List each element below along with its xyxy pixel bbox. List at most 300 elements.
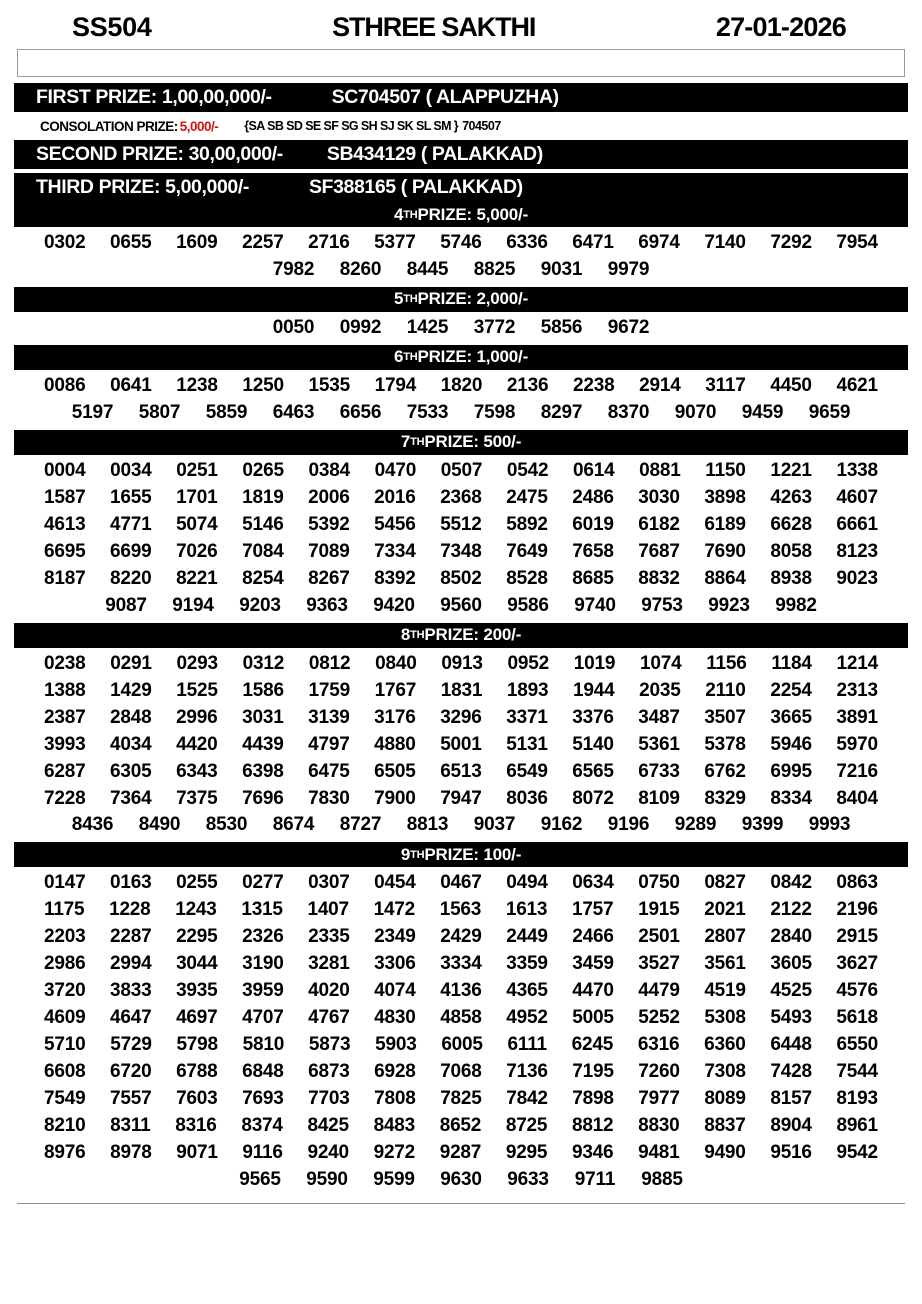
winning-number: 9272 (373, 1142, 416, 1164)
blank-notice-box (17, 49, 905, 77)
number-row (14, 400, 908, 427)
winning-number: 3720 (44, 980, 86, 1002)
number-row (14, 678, 908, 705)
prize-numbers-6 (14, 370, 908, 430)
winning-number: 8392 (374, 567, 416, 589)
winning-number: 0863 (836, 872, 878, 894)
winning-number: 9459 (741, 401, 784, 423)
winning-number: 6565 (572, 760, 614, 782)
winning-number: 1563 (439, 899, 482, 921)
winning-number: 0255 (176, 872, 218, 894)
winning-number: 2203 (44, 926, 86, 948)
winning-number: 1819 (242, 486, 284, 508)
prize-ordinal: 7 (400, 432, 411, 452)
number-row (14, 539, 908, 566)
first-prize-row (14, 83, 908, 112)
winning-number: 0291 (110, 652, 152, 674)
winning-number: 8978 (110, 1142, 152, 1164)
winning-number: 9031 (540, 258, 583, 280)
winning-number: 4767 (308, 1007, 350, 1029)
winning-number: 4034 (110, 733, 152, 755)
winning-number: 4576 (836, 980, 878, 1002)
winning-number: 6360 (704, 1034, 746, 1056)
winning-number: 4450 (770, 374, 812, 396)
winning-number: 3959 (242, 980, 284, 1002)
winning-number: 8220 (110, 567, 152, 589)
number-row (14, 924, 908, 951)
winning-number: 7216 (836, 760, 878, 782)
winning-number: 0812 (308, 652, 351, 674)
winning-number: 9586 (507, 594, 549, 616)
winning-number: 7703 (308, 1088, 350, 1110)
winning-number: 5140 (572, 733, 614, 755)
winning-number: 2326 (242, 926, 284, 948)
winning-number: 8528 (506, 567, 548, 589)
winning-number: 2122 (770, 899, 812, 921)
winning-number: 8297 (540, 401, 583, 423)
prize-ordinal: 6 (393, 347, 404, 367)
winning-number: 5378 (704, 733, 746, 755)
winning-number: 9711 (574, 1169, 616, 1191)
winning-number: 2807 (704, 926, 746, 948)
winning-number: 8674 (272, 814, 315, 836)
winning-number: 6628 (770, 513, 812, 535)
winning-number: 8436 (71, 814, 114, 836)
winning-number: 5873 (308, 1034, 351, 1056)
winning-number: 0507 (440, 459, 483, 481)
winning-number: 5493 (770, 1007, 812, 1029)
winning-number: 5892 (506, 513, 548, 535)
winning-number: 4609 (44, 1007, 86, 1029)
winning-number: 0251 (176, 459, 218, 481)
winning-number: 3935 (176, 980, 218, 1002)
winning-number: 7649 (506, 540, 548, 562)
winning-number: 5392 (308, 513, 350, 535)
winning-number: 7348 (440, 540, 482, 562)
winning-number: 8864 (704, 567, 746, 589)
winning-number: 9071 (176, 1142, 218, 1164)
winning-number: 2915 (836, 926, 878, 948)
winning-number: 4880 (374, 733, 416, 755)
winning-number: 0842 (770, 872, 812, 894)
winning-number: 0641 (110, 374, 152, 396)
winning-number: 6928 (374, 1061, 416, 1083)
winning-number: 4365 (506, 980, 548, 1002)
winning-number: 2716 (308, 232, 350, 253)
winning-number: 7136 (506, 1061, 548, 1083)
winning-number: 1586 (242, 679, 284, 701)
winning-number: 3371 (506, 706, 548, 728)
winning-number: 9659 (808, 401, 851, 423)
winning-number: 6448 (770, 1034, 812, 1056)
winning-number: 9560 (440, 594, 482, 616)
winning-number: 7808 (374, 1088, 416, 1110)
winning-number: 9203 (239, 594, 281, 616)
winning-number: 8832 (638, 567, 680, 589)
prize-section-8 (14, 623, 908, 843)
winning-number: 8938 (770, 567, 812, 589)
winning-number: 7687 (638, 540, 680, 562)
number-row (14, 951, 908, 978)
winning-number: 1893 (506, 679, 549, 701)
winning-number: 5456 (374, 513, 416, 535)
winning-number: 2449 (506, 926, 548, 948)
winning-number: 6550 (836, 1034, 878, 1056)
winning-number: 0494 (506, 872, 548, 894)
number-row (14, 1005, 908, 1032)
winning-number: 9295 (505, 1142, 548, 1164)
winning-number: 2996 (176, 706, 218, 728)
winning-number: 2035 (639, 679, 681, 701)
winning-number: 5146 (242, 513, 284, 535)
winning-number: 2986 (44, 953, 86, 975)
winning-number: 7830 (308, 787, 350, 809)
winning-number: 6245 (571, 1034, 614, 1056)
winning-number: 1767 (374, 679, 417, 701)
winning-number: 1156 (706, 652, 747, 674)
winning-number: 8652 (439, 1115, 482, 1137)
winning-number: 9481 (638, 1142, 680, 1164)
winning-number: 6848 (242, 1061, 284, 1083)
winning-number: 9420 (373, 594, 415, 616)
winning-number: 4647 (110, 1007, 152, 1029)
winning-number: 7658 (572, 540, 614, 562)
winning-number: 6475 (308, 760, 350, 782)
winning-number: 3993 (44, 733, 86, 755)
winning-number: 9633 (507, 1169, 549, 1191)
winning-number: 7557 (110, 1088, 152, 1110)
winning-number: 1915 (638, 899, 680, 921)
winning-number: 5005 (572, 1007, 614, 1029)
winning-number: 1759 (308, 679, 350, 701)
number-row (14, 870, 908, 897)
winning-number: 0034 (110, 459, 152, 481)
winning-number: 7696 (242, 787, 284, 809)
prize-section-5 (14, 287, 908, 345)
winning-number: 9346 (571, 1142, 614, 1164)
number-row (14, 897, 908, 924)
prize-heading-9: 9 TH PRIZE: 100/- (14, 842, 908, 867)
winning-number: 4613 (44, 513, 86, 535)
winning-number: 8812 (571, 1115, 614, 1137)
winning-number: 0614 (573, 459, 615, 481)
winning-number: 5001 (440, 733, 482, 755)
winning-number: 6111 (507, 1034, 547, 1056)
winning-number: 5308 (704, 1007, 746, 1029)
number-row (14, 315, 908, 342)
prize-heading-5: 5 TH PRIZE: 2,000/- (14, 287, 908, 312)
winning-number: 6762 (704, 760, 746, 782)
winning-number: 0293 (176, 652, 218, 674)
winning-number: 3627 (836, 953, 878, 975)
winning-number: 1820 (440, 374, 483, 396)
number-row (14, 1059, 908, 1086)
winning-number: 7900 (374, 787, 416, 809)
winning-number: 7825 (440, 1088, 482, 1110)
winning-number: 7898 (572, 1088, 614, 1110)
winning-number: 0307 (308, 872, 350, 894)
number-row (14, 1113, 908, 1140)
winning-number: 4771 (110, 513, 152, 535)
winning-number: 1944 (573, 679, 615, 701)
consolation-number: 704507 (462, 119, 501, 133)
winning-number: 2016 (374, 486, 416, 508)
winning-number: 9982 (775, 594, 817, 616)
winning-number: 2295 (176, 926, 218, 948)
winning-number: 1701 (176, 486, 218, 508)
winning-number: 6471 (572, 232, 614, 253)
winning-number: 6336 (506, 232, 548, 253)
winning-number: 4420 (176, 733, 218, 755)
winning-number: 0952 (507, 652, 549, 674)
winning-number: 3176 (374, 706, 416, 728)
winning-number: 8445 (406, 258, 449, 280)
winning-number: 6549 (506, 760, 548, 782)
prize-amount-label: PRIZE: 100/- (424, 844, 522, 864)
winning-number: 1831 (440, 679, 483, 701)
number-row (14, 759, 908, 786)
winning-number: 1794 (374, 374, 417, 396)
winning-number: 0467 (440, 872, 482, 894)
winning-number: 7334 (374, 540, 416, 562)
number-row (14, 485, 908, 512)
winning-number: 8157 (770, 1088, 812, 1110)
draw-date: 27-01-2026 (715, 12, 846, 42)
winning-number: 1609 (176, 232, 218, 253)
winning-number: 5807 (138, 401, 181, 423)
winning-number: 3459 (572, 953, 614, 975)
winning-number: 1613 (505, 899, 548, 921)
prize-amount-label: PRIZE: 1,000/- (417, 347, 529, 367)
winning-number: 9070 (674, 401, 717, 423)
winning-number: 2006 (308, 486, 350, 508)
winning-number: 7140 (704, 232, 746, 253)
winning-number: 5970 (836, 733, 878, 755)
winning-number: 2349 (374, 926, 416, 948)
winning-number: 6513 (440, 760, 482, 782)
prize-heading-4: 4 TH PRIZE: 5,000/- (14, 202, 908, 227)
winning-number: 1757 (571, 899, 614, 921)
winning-number: 2848 (110, 706, 152, 728)
winning-number: 2021 (704, 899, 746, 921)
bottom-divider (17, 1203, 905, 1204)
winning-number: 7598 (473, 401, 516, 423)
winning-number: 3306 (374, 953, 416, 975)
winning-number: 2136 (506, 374, 549, 396)
winning-number: 6463 (272, 401, 315, 423)
winning-number: 6316 (637, 1034, 680, 1056)
prize-ordinal: 8 (400, 625, 411, 645)
winning-number: 0302 (44, 232, 86, 253)
winning-number: 2368 (440, 486, 482, 508)
winning-number: 8490 (138, 814, 181, 836)
winning-number: 8267 (308, 567, 350, 589)
winning-number: 0750 (638, 872, 680, 894)
winning-number: 9565 (239, 1169, 281, 1191)
prize-amount-label: PRIZE: 2,000/- (417, 289, 529, 309)
number-row (14, 458, 908, 485)
winning-number: 0086 (44, 374, 86, 396)
winning-number: 8425 (307, 1115, 349, 1137)
winning-number: 1425 (406, 316, 449, 338)
consolation-prize-row (14, 112, 908, 140)
winning-number: 5710 (44, 1034, 86, 1056)
number-row (14, 786, 908, 813)
winning-number: 2287 (110, 926, 152, 948)
winning-number: 8530 (205, 814, 248, 836)
lottery-name: STHREE SAKTHI (332, 12, 536, 42)
number-row (14, 1140, 908, 1167)
winning-number: 2257 (242, 232, 284, 253)
winning-number: 2486 (572, 486, 614, 508)
winning-number: 2387 (44, 706, 86, 728)
winning-number: 4470 (572, 980, 614, 1002)
winning-number: 0238 (44, 652, 86, 674)
winning-number: 8254 (242, 567, 284, 589)
winning-number: 1228 (109, 899, 151, 921)
winning-number: 6343 (176, 760, 218, 782)
winning-number: 3891 (836, 706, 878, 728)
winning-number: 3359 (506, 953, 548, 975)
winning-number: 7690 (704, 540, 746, 562)
winning-number: 4697 (176, 1007, 218, 1029)
winning-number: 2466 (572, 926, 614, 948)
number-row (14, 230, 908, 257)
winning-number: 9287 (439, 1142, 482, 1164)
third-prize-row (14, 173, 908, 202)
number-row (14, 512, 908, 539)
winning-number: 1175 (44, 899, 85, 921)
winning-number: 9194 (172, 594, 214, 616)
winning-number: 4952 (506, 1007, 548, 1029)
winning-number: 1243 (175, 899, 217, 921)
consolation-label: CONSOLATION PRIZE: (40, 118, 178, 134)
winning-number: 3117 (705, 374, 746, 396)
winning-number: 5252 (638, 1007, 680, 1029)
winning-number: 6974 (638, 232, 680, 253)
winning-number: 0655 (110, 232, 152, 253)
prize-heading-7: 7 TH PRIZE: 500/- (14, 430, 908, 455)
winning-number: 8685 (572, 567, 614, 589)
winning-number: 9630 (440, 1169, 482, 1191)
winning-number: 7260 (638, 1061, 680, 1083)
winning-number: 3296 (440, 706, 482, 728)
third-prize-ticket: SF388165 ( PALAKKAD) (308, 176, 523, 198)
winning-number: 8036 (506, 787, 548, 809)
winning-number: 6656 (339, 401, 382, 423)
winning-number: 2335 (308, 926, 350, 948)
winning-number: 9590 (306, 1169, 348, 1191)
winning-number: 7026 (176, 540, 218, 562)
winning-number: 8329 (704, 787, 746, 809)
winning-number: 1221 (770, 459, 812, 481)
prize-section-9 (14, 842, 908, 1197)
winning-number: 6005 (441, 1034, 483, 1056)
winning-number: 9023 (836, 567, 878, 589)
winning-number: 9740 (574, 594, 616, 616)
winning-number: 8813 (406, 814, 449, 836)
number-row (14, 1167, 908, 1194)
winning-number: 8193 (836, 1088, 878, 1110)
winning-number: 4858 (440, 1007, 482, 1029)
winning-number: 2429 (440, 926, 482, 948)
winning-number: 3605 (770, 953, 812, 975)
winning-number: 5512 (440, 513, 482, 535)
winning-number: 5856 (540, 316, 583, 338)
winning-number: 6661 (836, 513, 878, 535)
prize-section-4 (14, 202, 908, 287)
winning-number: 6019 (572, 513, 614, 535)
winning-number: 4607 (836, 486, 878, 508)
winning-number: 8187 (44, 567, 86, 589)
winning-number: 2238 (573, 374, 615, 396)
winning-number: 9363 (306, 594, 348, 616)
winning-number: 8210 (44, 1115, 86, 1137)
winning-number: 8221 (176, 567, 218, 589)
winning-number: 7954 (836, 232, 878, 253)
winning-number: 4797 (308, 733, 350, 755)
winning-number: 8976 (44, 1142, 86, 1164)
first-prize-ticket: SC704507 ( ALAPPUZHA) (331, 86, 559, 108)
first-prize-label: FIRST PRIZE: 1,00,00,000/- (36, 86, 272, 108)
winning-number: 2840 (770, 926, 812, 948)
winning-number: 1429 (110, 679, 152, 701)
winning-number: 0913 (441, 652, 483, 674)
winning-number: 4519 (704, 980, 746, 1002)
number-row (14, 566, 908, 593)
winning-number: 6182 (638, 513, 680, 535)
winning-number: 3772 (473, 316, 516, 338)
winning-number: 3898 (704, 486, 746, 508)
winning-number: 0634 (572, 872, 614, 894)
winning-number: 1074 (639, 652, 682, 674)
winning-number: 3527 (638, 953, 680, 975)
winning-number: 0827 (704, 872, 746, 894)
winning-number: 0147 (44, 872, 86, 894)
winning-number: 9289 (674, 814, 717, 836)
winning-number: 8109 (638, 787, 680, 809)
winning-number: 0312 (242, 652, 285, 674)
winning-number: 8260 (339, 258, 382, 280)
winning-number: 7603 (176, 1088, 218, 1110)
winning-number: 3665 (770, 706, 812, 728)
winning-number: 8830 (638, 1115, 680, 1137)
number-row (14, 1086, 908, 1113)
number-row (14, 705, 908, 732)
prize-numbers-9 (14, 867, 908, 1197)
number-row (14, 812, 908, 839)
winning-number: 4074 (374, 980, 416, 1002)
winning-number: 4263 (770, 486, 812, 508)
winning-number: 6287 (44, 760, 86, 782)
prize-ordinal: 4 (393, 204, 404, 224)
winning-number: 6608 (44, 1061, 86, 1083)
winning-number: 7428 (770, 1061, 812, 1083)
winning-number: 9116 (242, 1142, 283, 1164)
prize-heading-8: 8 TH PRIZE: 200/- (14, 623, 908, 648)
winning-number: 9672 (607, 316, 650, 338)
winning-number: 2196 (836, 899, 878, 921)
winning-number: 0542 (506, 459, 549, 481)
prize-numbers-8 (14, 648, 908, 843)
winning-number: 6699 (110, 540, 152, 562)
winning-number: 8483 (373, 1115, 416, 1137)
winning-number: 5746 (440, 232, 482, 253)
prize-numbers-4 (14, 227, 908, 287)
winning-number: 8404 (836, 787, 878, 809)
winning-number: 5946 (770, 733, 812, 755)
winning-number: 7364 (110, 787, 152, 809)
